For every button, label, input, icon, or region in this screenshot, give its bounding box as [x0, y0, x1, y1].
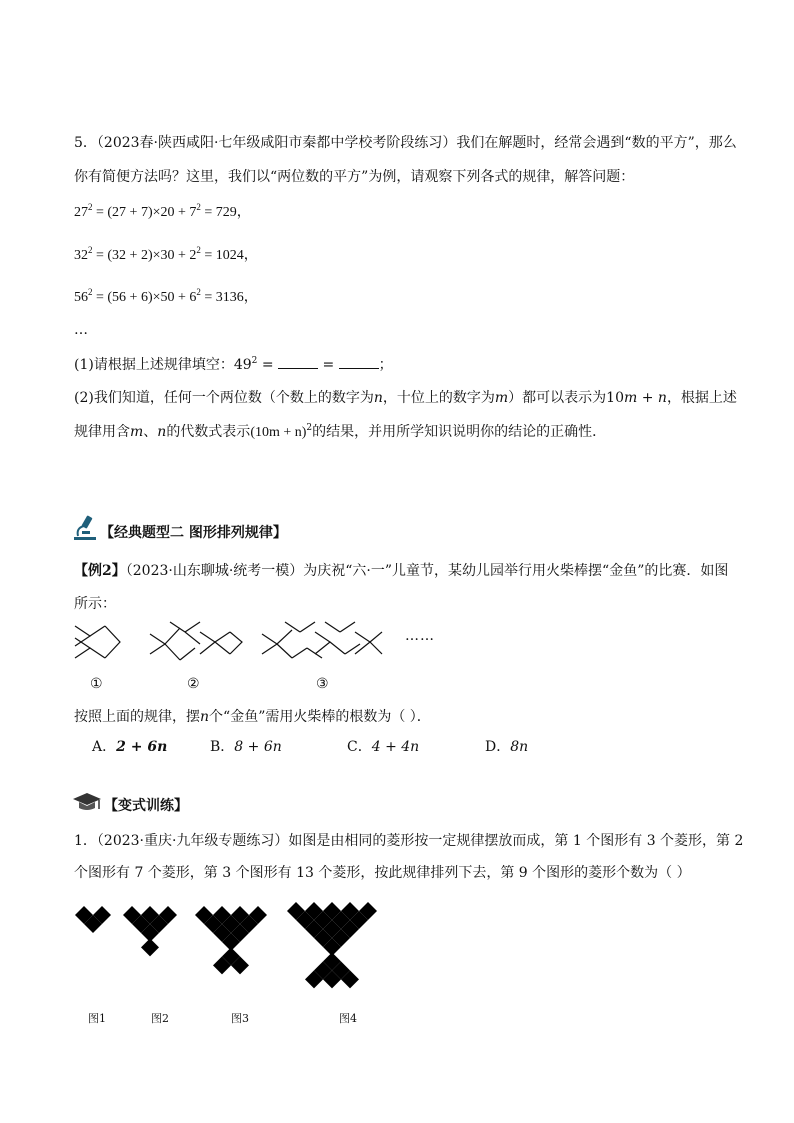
rhombus	[141, 938, 159, 956]
q5-part1: (1)请根据上述规律填空：$49^2$ = = ；	[74, 356, 393, 373]
answer-blank-2[interactable]	[339, 356, 379, 369]
equation-1: $27^2 = (27 + 7)\times 20 + 7^2 = 729$，	[74, 202, 251, 220]
fish-figure-1	[75, 626, 120, 658]
q5-part2: (2)我们知道，任何一个两位数（个数上的数字为n，十位上的数字为m）都可以表示为10m + n，根据上述	[74, 390, 737, 406]
figure-label-3: 图3	[231, 1012, 249, 1025]
q5-part2-cont: 规律用含m、n的代数式表示$(10m + n)^2$的结果，并用所学知识说明你的结论的正确性．	[74, 423, 607, 440]
microscope-icon	[72, 514, 98, 542]
q5-intro: 你有简便方法吗？这里，我们以“两位数的平方”为例，请观察下列各式的规律，解答问题：	[74, 169, 635, 185]
option-d[interactable]: D．8n	[485, 739, 529, 755]
fish-figure-3	[262, 622, 382, 658]
equation-2: $32^2 = (32 + 2)\times 30 + 2^2 = 1024$，	[74, 245, 258, 263]
practice-q1-cont: 个图形有 7 个菱形，第 3 个图形有 13 个菱形，按此规律排列下去，第 9 个图形的菱形个数为（ ）	[74, 865, 691, 881]
fish-figure-2	[150, 622, 242, 660]
example-2-question: 按照上面的规律，摆n个“金鱼”需用火柴棒的根数为（ ）．	[74, 709, 431, 725]
equation-3: $56^2 = (56 + 6)\times 50 + 6^2 = 3136$，	[74, 287, 258, 305]
option-c[interactable]: C．4 + 4n	[347, 739, 420, 755]
rhombus-pattern-figure	[70, 892, 400, 1008]
figure-label-4: 图4	[339, 1012, 357, 1025]
option-a[interactable]: A．2 + 6n	[92, 739, 168, 755]
option-b[interactable]: B．8 + 6n	[210, 739, 282, 755]
figure-label-2: 图2	[151, 1012, 169, 1025]
practice-q1: 1．（2023·重庆·九年级专题练习）如图是由相同的菱形按一定规律摆放而成，第 1 个图形有 3 个菱形，第 2	[74, 833, 744, 849]
figure-label-1: ①	[90, 676, 103, 692]
ellipsis: …	[74, 322, 88, 338]
figure-label-3: ③	[316, 676, 329, 692]
example-2: 【例2】（2023·山东聊城·统考一模）为庆祝“六·一”儿童节，某幼儿园举行用火柴棒摆“金鱼”的比赛．如图	[74, 563, 729, 579]
figure-ellipsis: ……	[405, 628, 435, 644]
answer-blank-1[interactable]	[278, 356, 318, 369]
matchstick-fish-figure	[70, 618, 400, 666]
q5-header: 5．（2023春·陕西咸阳·七年级咸阳市秦都中学校考阶段练习）我们在解题时，经常会遇到“数的平方”，那么	[74, 135, 737, 151]
graduation-cap-icon	[72, 791, 102, 813]
figure-label-2: ②	[187, 676, 200, 692]
section-title-pattern: 【经典题型二 图形排列规律】	[100, 525, 287, 541]
figure-label-1: 图1	[88, 1012, 106, 1025]
example-2-cont: 所示：	[74, 596, 116, 612]
section-title-practice: 【变式训练】	[104, 798, 188, 814]
